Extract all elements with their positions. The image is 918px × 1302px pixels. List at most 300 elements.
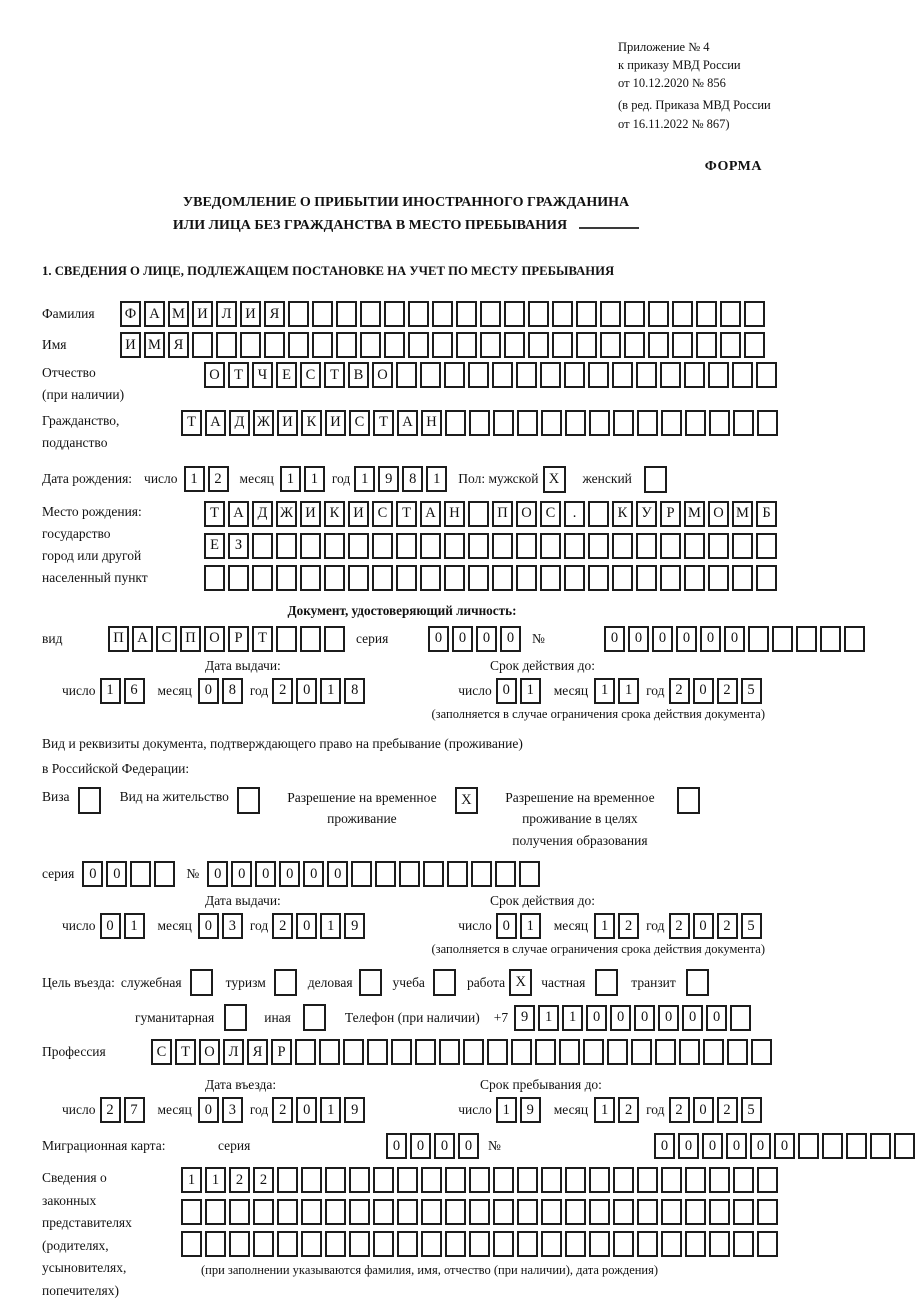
char-box[interactable] [264, 332, 285, 358]
char-box[interactable]: М [144, 332, 165, 358]
doc-issue-month[interactable] [198, 678, 246, 704]
char-box[interactable] [660, 362, 681, 388]
char-box[interactable] [277, 1199, 298, 1225]
char-box[interactable] [301, 1167, 322, 1193]
char-box[interactable]: 1 [280, 466, 301, 492]
char-box[interactable] [732, 565, 753, 591]
purpose-study-checkbox[interactable] [433, 969, 459, 996]
char-box[interactable]: 2 [272, 913, 293, 939]
char-box[interactable] [274, 969, 297, 996]
char-box[interactable] [613, 1167, 634, 1193]
representatives-boxes-row1[interactable] [181, 1167, 781, 1193]
char-box[interactable] [487, 1039, 508, 1065]
char-box[interactable] [492, 362, 513, 388]
char-box[interactable] [648, 332, 669, 358]
char-box[interactable]: 1 [594, 678, 615, 704]
char-box[interactable] [708, 362, 729, 388]
entry-month[interactable] [198, 1097, 246, 1123]
char-box[interactable] [684, 362, 705, 388]
char-box[interactable] [445, 1199, 466, 1225]
char-box[interactable] [360, 301, 381, 327]
char-box[interactable] [420, 565, 441, 591]
char-box[interactable] [565, 1167, 586, 1193]
patronymic-boxes[interactable] [204, 362, 780, 388]
char-box[interactable] [517, 1167, 538, 1193]
char-box[interactable]: Р [228, 626, 249, 652]
char-box[interactable] [181, 1199, 202, 1225]
char-box[interactable]: 0 [303, 861, 324, 887]
char-box[interactable] [349, 1231, 370, 1257]
char-box[interactable] [303, 1004, 326, 1031]
char-box[interactable] [588, 565, 609, 591]
char-box[interactable]: 5 [741, 678, 762, 704]
sex-female-checkbox[interactable] [644, 466, 670, 493]
char-box[interactable]: 9 [344, 1097, 365, 1123]
residence-number-boxes[interactable] [207, 861, 543, 887]
char-box[interactable]: 1 [205, 1167, 226, 1193]
char-box[interactable]: 0 [678, 1133, 699, 1159]
char-box[interactable] [660, 565, 681, 591]
char-box[interactable]: П [492, 501, 513, 527]
doc-issue-year[interactable] [272, 678, 368, 704]
char-box[interactable] [607, 1039, 628, 1065]
char-box[interactable]: Т [181, 410, 202, 436]
char-box[interactable] [469, 1167, 490, 1193]
char-box[interactable]: 0 [628, 626, 649, 652]
char-box[interactable]: 2 [669, 678, 690, 704]
char-box[interactable] [756, 362, 777, 388]
char-box[interactable] [229, 1231, 250, 1257]
char-box[interactable]: 2 [618, 913, 639, 939]
phone-boxes[interactable] [514, 1005, 754, 1031]
char-box[interactable] [349, 1167, 370, 1193]
purpose-work-checkbox[interactable] [509, 969, 535, 996]
char-box[interactable] [277, 1167, 298, 1193]
char-box[interactable]: 1 [520, 913, 541, 939]
char-box[interactable] [709, 1199, 730, 1225]
char-box[interactable]: Ж [276, 501, 297, 527]
char-box[interactable]: Я [264, 301, 285, 327]
char-box[interactable] [637, 1199, 658, 1225]
char-box[interactable] [613, 410, 634, 436]
char-box[interactable] [516, 533, 537, 559]
char-box[interactable] [685, 1167, 706, 1193]
char-box[interactable] [469, 1231, 490, 1257]
char-box[interactable] [445, 1167, 466, 1193]
char-box[interactable]: Т [324, 362, 345, 388]
char-box[interactable] [493, 1167, 514, 1193]
stay-month[interactable] [594, 1097, 642, 1123]
char-box[interactable]: Л [223, 1039, 244, 1065]
char-box[interactable]: М [732, 501, 753, 527]
char-box[interactable] [612, 362, 633, 388]
char-box[interactable] [679, 1039, 700, 1065]
char-box[interactable]: 0 [198, 1097, 219, 1123]
char-box[interactable]: 0 [386, 1133, 407, 1159]
char-box[interactable]: Я [247, 1039, 268, 1065]
char-box[interactable]: 8 [402, 466, 423, 492]
char-box[interactable] [224, 1004, 247, 1031]
char-box[interactable] [744, 332, 765, 358]
char-box[interactable]: Р [271, 1039, 292, 1065]
migration-number-boxes[interactable] [654, 1133, 918, 1159]
char-box[interactable] [396, 565, 417, 591]
char-box[interactable]: 1 [304, 466, 325, 492]
char-box[interactable] [325, 1199, 346, 1225]
char-box[interactable] [685, 410, 706, 436]
char-box[interactable] [636, 565, 657, 591]
char-box[interactable] [588, 362, 609, 388]
birthplace-boxes-row1[interactable] [204, 501, 780, 527]
char-box[interactable]: 0 [658, 1005, 679, 1031]
char-box[interactable]: 1 [100, 678, 121, 704]
char-box[interactable] [756, 565, 777, 591]
birth-month-boxes[interactable] [280, 466, 328, 492]
char-box[interactable] [444, 565, 465, 591]
representatives-boxes-row2[interactable] [181, 1199, 781, 1225]
char-box[interactable]: 2 [669, 913, 690, 939]
profession-boxes[interactable] [151, 1039, 775, 1065]
char-box[interactable] [541, 1199, 562, 1225]
char-box[interactable] [253, 1199, 274, 1225]
char-box[interactable] [589, 1199, 610, 1225]
char-box[interactable] [469, 410, 490, 436]
char-box[interactable] [504, 332, 525, 358]
char-box[interactable]: О [516, 501, 537, 527]
char-box[interactable]: Б [756, 501, 777, 527]
char-box[interactable] [644, 466, 667, 493]
char-box[interactable] [367, 1039, 388, 1065]
char-box[interactable] [684, 565, 705, 591]
char-box[interactable] [288, 301, 309, 327]
char-box[interactable]: 0 [82, 861, 103, 887]
char-box[interactable]: Т [252, 626, 273, 652]
char-box[interactable]: 0 [634, 1005, 655, 1031]
char-box[interactable] [708, 533, 729, 559]
char-box[interactable] [495, 861, 516, 887]
residence-issue-year[interactable] [272, 913, 368, 939]
char-box[interactable] [756, 533, 777, 559]
char-box[interactable]: Т [228, 362, 249, 388]
char-box[interactable] [420, 533, 441, 559]
birth-day-boxes[interactable] [184, 466, 232, 492]
char-box[interactable] [336, 301, 357, 327]
char-box[interactable] [359, 969, 382, 996]
char-box[interactable]: В [348, 362, 369, 388]
char-box[interactable] [727, 1039, 748, 1065]
doc-issue-day[interactable] [100, 678, 148, 704]
sex-male-checkbox[interactable] [543, 466, 569, 493]
char-box[interactable] [757, 1167, 778, 1193]
char-box[interactable] [228, 565, 249, 591]
char-box[interactable] [421, 1231, 442, 1257]
char-box[interactable]: С [540, 501, 561, 527]
char-box[interactable] [348, 533, 369, 559]
char-box[interactable] [600, 332, 621, 358]
char-box[interactable] [720, 301, 741, 327]
char-box[interactable]: И [240, 301, 261, 327]
entry-day[interactable] [100, 1097, 148, 1123]
char-box[interactable] [894, 1133, 915, 1159]
char-box[interactable]: К [324, 501, 345, 527]
char-box[interactable] [253, 1231, 274, 1257]
char-box[interactable] [708, 565, 729, 591]
char-box[interactable] [324, 565, 345, 591]
visa-checkbox[interactable] [78, 787, 104, 814]
char-box[interactable]: О [204, 362, 225, 388]
char-box[interactable] [420, 362, 441, 388]
temp-residence-education-checkbox[interactable] [677, 787, 703, 814]
char-box[interactable]: 1 [181, 1167, 202, 1193]
char-box[interactable] [516, 565, 537, 591]
char-box[interactable]: А [144, 301, 165, 327]
char-box[interactable] [421, 1167, 442, 1193]
char-box[interactable]: 0 [500, 626, 521, 652]
char-box[interactable] [559, 1039, 580, 1065]
char-box[interactable] [576, 332, 597, 358]
char-box[interactable]: 3 [222, 1097, 243, 1123]
char-box[interactable]: 0 [610, 1005, 631, 1031]
char-box[interactable] [685, 1231, 706, 1257]
char-box[interactable] [480, 332, 501, 358]
char-box[interactable] [468, 565, 489, 591]
char-box[interactable] [564, 362, 585, 388]
char-box[interactable]: 2 [100, 1097, 121, 1123]
char-box[interactable]: И [277, 410, 298, 436]
char-box[interactable]: С [372, 501, 393, 527]
char-box[interactable]: 0 [652, 626, 673, 652]
char-box[interactable]: 2 [272, 1097, 293, 1123]
char-box[interactable]: 0 [654, 1133, 675, 1159]
char-box[interactable]: Т [175, 1039, 196, 1065]
char-box[interactable]: 2 [253, 1167, 274, 1193]
char-box[interactable] [276, 626, 297, 652]
char-box[interactable]: 1 [320, 678, 341, 704]
char-box[interactable]: О [708, 501, 729, 527]
char-box[interactable] [637, 1231, 658, 1257]
char-box[interactable] [204, 565, 225, 591]
char-box[interactable]: 0 [496, 678, 517, 704]
migration-series-boxes[interactable] [386, 1133, 482, 1159]
char-box[interactable] [730, 1005, 751, 1031]
char-box[interactable]: А [132, 626, 153, 652]
char-box[interactable]: X [509, 969, 532, 996]
char-box[interactable]: 1 [538, 1005, 559, 1031]
char-box[interactable]: 0 [296, 1097, 317, 1123]
char-box[interactable] [720, 332, 741, 358]
char-box[interactable] [684, 533, 705, 559]
doc-valid-month[interactable] [594, 678, 642, 704]
char-box[interactable] [493, 1231, 514, 1257]
char-box[interactable] [471, 861, 492, 887]
char-box[interactable]: 0 [198, 678, 219, 704]
char-box[interactable] [351, 861, 372, 887]
char-box[interactable]: С [300, 362, 321, 388]
char-box[interactable] [733, 410, 754, 436]
char-box[interactable] [732, 362, 753, 388]
doc-number-boxes[interactable] [604, 626, 868, 652]
doc-valid-year[interactable] [669, 678, 765, 704]
char-box[interactable] [661, 1199, 682, 1225]
birthplace-boxes-row3[interactable] [204, 565, 780, 591]
char-box[interactable]: 1 [618, 678, 639, 704]
char-box[interactable] [468, 362, 489, 388]
char-box[interactable] [751, 1039, 772, 1065]
residence-valid-day[interactable] [496, 913, 544, 939]
char-box[interactable]: 2 [717, 678, 738, 704]
char-box[interactable] [432, 332, 453, 358]
char-box[interactable]: Ж [253, 410, 274, 436]
purpose-tourism-checkbox[interactable] [274, 969, 300, 996]
char-box[interactable]: А [228, 501, 249, 527]
char-box[interactable]: 1 [320, 913, 341, 939]
char-box[interactable]: Т [396, 501, 417, 527]
char-box[interactable] [564, 533, 585, 559]
residence-series-boxes[interactable] [82, 861, 178, 887]
char-box[interactable]: 2 [272, 678, 293, 704]
char-box[interactable]: 0 [198, 913, 219, 939]
char-box[interactable] [822, 1133, 843, 1159]
char-box[interactable] [384, 301, 405, 327]
purpose-official-checkbox[interactable] [190, 969, 216, 996]
char-box[interactable] [613, 1199, 634, 1225]
char-box[interactable] [820, 626, 841, 652]
doc-kind-boxes[interactable] [108, 626, 348, 652]
char-box[interactable] [397, 1231, 418, 1257]
char-box[interactable]: И [325, 410, 346, 436]
residence-permit-checkbox[interactable] [237, 787, 263, 814]
char-box[interactable]: 8 [344, 678, 365, 704]
char-box[interactable] [399, 861, 420, 887]
char-box[interactable]: 0 [106, 861, 127, 887]
char-box[interactable] [519, 861, 540, 887]
char-box[interactable] [397, 1167, 418, 1193]
char-box[interactable]: С [156, 626, 177, 652]
char-box[interactable] [391, 1039, 412, 1065]
char-box[interactable] [493, 1199, 514, 1225]
char-box[interactable] [637, 410, 658, 436]
char-box[interactable] [624, 301, 645, 327]
char-box[interactable]: 0 [774, 1133, 795, 1159]
char-box[interactable] [324, 626, 345, 652]
char-box[interactable] [300, 565, 321, 591]
char-box[interactable]: 0 [428, 626, 449, 652]
char-box[interactable] [748, 626, 769, 652]
char-box[interactable]: Н [421, 410, 442, 436]
char-box[interactable]: Е [276, 362, 297, 388]
char-box[interactable] [360, 332, 381, 358]
char-box[interactable] [565, 1199, 586, 1225]
char-box[interactable]: М [684, 501, 705, 527]
char-box[interactable]: С [151, 1039, 172, 1065]
char-box[interactable]: 2 [717, 1097, 738, 1123]
char-box[interactable] [372, 533, 393, 559]
char-box[interactable]: Р [660, 501, 681, 527]
char-box[interactable] [565, 1231, 586, 1257]
char-box[interactable]: 1 [354, 466, 375, 492]
char-box[interactable] [312, 332, 333, 358]
char-box[interactable] [613, 1231, 634, 1257]
char-box[interactable] [492, 533, 513, 559]
char-box[interactable] [349, 1199, 370, 1225]
doc-series-boxes[interactable] [428, 626, 524, 652]
char-box[interactable]: 1 [426, 466, 447, 492]
char-box[interactable] [373, 1231, 394, 1257]
char-box[interactable] [540, 362, 561, 388]
char-box[interactable] [772, 626, 793, 652]
char-box[interactable]: 0 [255, 861, 276, 887]
char-box[interactable] [540, 533, 561, 559]
char-box[interactable] [456, 332, 477, 358]
char-box[interactable] [576, 301, 597, 327]
char-box[interactable]: 0 [296, 913, 317, 939]
char-box[interactable] [423, 861, 444, 887]
char-box[interactable] [636, 362, 657, 388]
char-box[interactable] [205, 1231, 226, 1257]
char-box[interactable]: 0 [604, 626, 625, 652]
temp-residence-checkbox[interactable] [455, 787, 481, 814]
char-box[interactable] [276, 533, 297, 559]
char-box[interactable]: А [397, 410, 418, 436]
char-box[interactable] [733, 1231, 754, 1257]
char-box[interactable] [445, 410, 466, 436]
char-box[interactable] [588, 533, 609, 559]
char-box[interactable] [612, 565, 633, 591]
char-box[interactable]: И [348, 501, 369, 527]
char-box[interactable] [552, 332, 573, 358]
char-box[interactable] [324, 533, 345, 559]
stay-year[interactable] [669, 1097, 765, 1123]
char-box[interactable]: М [168, 301, 189, 327]
char-box[interactable] [870, 1133, 891, 1159]
char-box[interactable] [696, 332, 717, 358]
char-box[interactable] [456, 301, 477, 327]
char-box[interactable]: 0 [682, 1005, 703, 1031]
char-box[interactable] [469, 1199, 490, 1225]
char-box[interactable] [415, 1039, 436, 1065]
char-box[interactable] [564, 565, 585, 591]
char-box[interactable] [480, 301, 501, 327]
char-box[interactable] [493, 410, 514, 436]
char-box[interactable]: П [108, 626, 129, 652]
char-box[interactable]: И [300, 501, 321, 527]
char-box[interactable]: 7 [124, 1097, 145, 1123]
char-box[interactable] [757, 1199, 778, 1225]
char-box[interactable] [300, 626, 321, 652]
char-box[interactable] [588, 501, 609, 527]
char-box[interactable]: 9 [514, 1005, 535, 1031]
char-box[interactable]: Ф [120, 301, 141, 327]
char-box[interactable]: 0 [231, 861, 252, 887]
residence-issue-day[interactable] [100, 913, 148, 939]
char-box[interactable]: Ч [252, 362, 273, 388]
char-box[interactable] [661, 1231, 682, 1257]
char-box[interactable] [528, 332, 549, 358]
char-box[interactable]: 9 [344, 913, 365, 939]
char-box[interactable] [372, 565, 393, 591]
char-box[interactable]: 2 [229, 1167, 250, 1193]
char-box[interactable] [660, 533, 681, 559]
char-box[interactable] [439, 1039, 460, 1065]
char-box[interactable] [237, 787, 260, 814]
char-box[interactable]: 1 [594, 1097, 615, 1123]
purpose-private-checkbox[interactable] [595, 969, 621, 996]
char-box[interactable]: 9 [520, 1097, 541, 1123]
char-box[interactable]: 0 [586, 1005, 607, 1031]
char-box[interactable] [504, 301, 525, 327]
char-box[interactable] [661, 1167, 682, 1193]
char-box[interactable]: С [349, 410, 370, 436]
